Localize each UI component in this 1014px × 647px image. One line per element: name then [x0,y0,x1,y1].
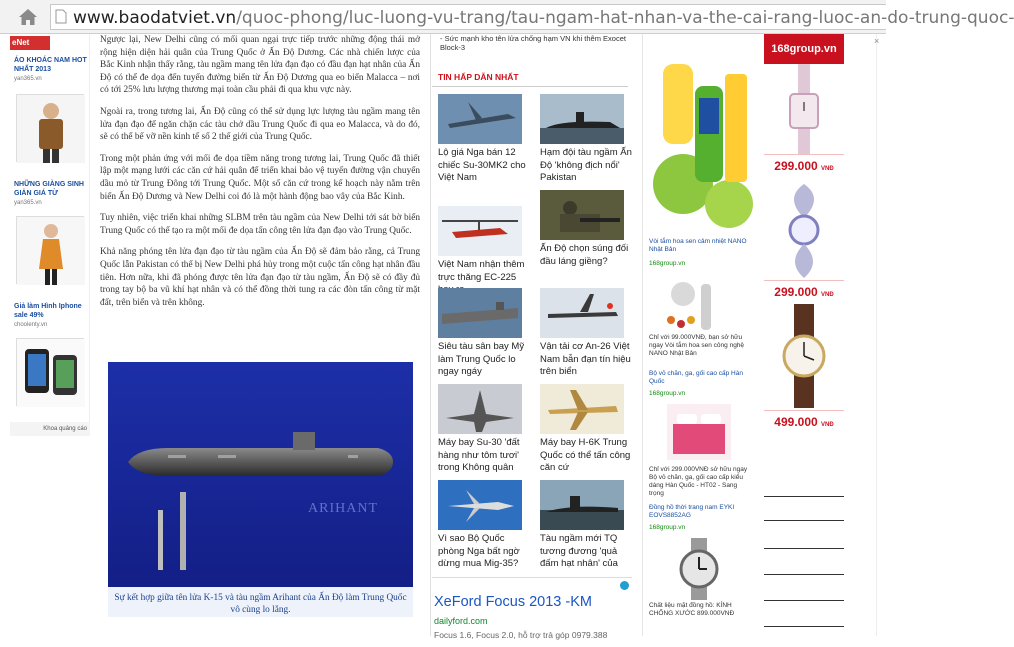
news-thumbnail[interactable] [540,94,624,144]
brand-logo[interactable]: 168group.vn [764,34,844,64]
news-thumbnail[interactable] [438,384,522,434]
adchoices-icon[interactable] [620,581,629,590]
price-tag [764,154,844,176]
drink-ad-banner[interactable] [643,34,755,236]
top-news-link[interactable]: - Sức mạnh kho tên lửa chống hạm VN khi thêm Exocet Block-3 [440,34,626,52]
watch-image[interactable] [673,538,725,600]
ad-description: Chỉ với 99.000VNĐ, bạn sở hữu ngay Vòi tắm hoa sen công nghệ NANO Nhật Bản [649,334,745,357]
article-paragraph: Khả năng phóng tên lửa đạn đạo từ tàu ngầm của Ấn Độ sẽ đảm bảo rằng, cả Trung Quốc lẫn Pakistan có thể bị New Delhi phá hủy trong một cuộc tấn công hạt nhân đầu tiên. Hơn nữa, khi đã phóng được tên lửa đạn đạo từ tàu ngầm, Ấn Độ sẽ có đầy đủ trong tay bộ ba vũ khí hạt nhân và có thể đồng thời tung ra các đòn tấn công từ mặt đất, trên biển và trên không. [100,247,420,308]
news-thumbnail[interactable] [438,480,522,530]
news-thumbnail[interactable] [540,480,624,530]
article-figure [108,362,413,617]
news-thumbnail[interactable] [438,206,522,256]
watch-image[interactable] [764,304,844,408]
watch-ad-column [764,34,844,636]
divider-line [764,496,844,497]
article-paragraph: Ngược lại, New Delhi cũng có mối quan ngại trực tiếp trước những động thái mở rộng hiện diện hải quân của Trung Quốc ở Ấn Độ Dương. Các nhà chiến lược của Bắc Kinh nhận thấy rằng, tàu ngầm mang tên lửa đạn đạo có đầu đạn hạt nhân của Ấn Độ có thể đe dọa đến tuyến đường biển từ Ấn Độ Dương qua eo biển Malacca – nơi có tới 25% lưu lượng thương mại toàn cầu phải đi qua khu vực này. [100,35,420,96]
submarine-illustration[interactable] [108,362,413,587]
watch-item[interactable] [764,178,844,290]
news-title[interactable]: Ấn Độ chọn súng đối đầu láng giềng? [540,243,629,267]
right-ad-column [642,34,754,636]
ad-domain: choolenty.vn [14,322,48,328]
divider-line [764,548,844,549]
ad-domain[interactable]: dailyford.com [434,616,488,626]
price-value: 499.000 [774,415,818,429]
price-value: 299.000 [774,285,818,299]
ad-domain[interactable]: 168group.vn [649,390,686,397]
ad-headline[interactable]: XeFord Focus 2013 -KM [434,594,592,610]
scrollbar[interactable] [876,34,886,636]
article-paragraph: Trong một phản ứng với mối đe dọa tiềm năng trong tương lai, Trung Quốc đã thiết lập một mạng lưới các căn cứ hải quân để triển khai bảo vệ tuyến đường vận chuyển dầu mỏ từ Trung Đông tới Trung Quốc. Một số căn cứ trong kế hoạch này nằm trên biển Ấn Độ Dương và New Delhi coi đó là một hành động bao vây của Bắc Kinh. [100,153,420,202]
bedding-image[interactable] [667,404,731,460]
page-icon [55,9,67,24]
price-currency: VNĐ [821,292,834,298]
article-body [100,34,420,636]
figure-caption: Sự kết hợp giữa tên lửa K-15 và tàu ngầm Arihant của Ấn Độ làm Trung Quốc vô cùng lo lắng. [114,593,407,615]
article-paragraph: Ngoài ra, trong tương lai, Ấn Độ cũng có thể sử dụng lực lượng tàu ngầm mang tên lửa đạn đạo để ngăn chặn các tàu chở dầu Trung Quốc đi qua eo Malacca, và do đó, sẽ có thể bế vỡ nền kinh tế số 2 thế giới của Trung Quốc. [100,106,420,143]
ad-title[interactable]: Đồng hồ thời trang nam EYKI EOVS8852AG [649,504,735,519]
ad-domain[interactable]: 168group.vn [649,524,686,531]
sidebar-ad[interactable] [432,577,632,647]
watch-image[interactable] [764,64,844,156]
ad-domain[interactable]: 168group.vn [649,260,686,267]
news-title[interactable]: Lộ giá Nga bán 12 chiếc Su-30MK2 cho Việt Nam [438,147,526,183]
figure-label: ARIHANT [308,501,378,516]
news-thumbnail[interactable] [438,288,522,338]
close-icon[interactable]: × [874,36,880,46]
url-host: www.baodatviet.vn [73,8,237,28]
ad-title[interactable]: NHỮNG GIÀNG SINH GIẢN GIÁ TỪ [14,181,84,197]
news-title[interactable]: Máy bay Su-30 'đất hàng như tôm tươi' trong Không quân [438,437,520,473]
divider-line [764,520,844,521]
price-value: 299.000 [774,159,818,173]
news-thumbnail[interactable] [438,94,522,144]
browser-toolbar [0,0,1014,34]
url-path: /quoc-phong/luc-luong-vu-trang/tau-ngam-hat-nhan-va-the-cai-rang-luoc-an-do-trung-quoc- [236,8,1014,28]
divider-line [764,574,844,575]
news-sidebar [432,34,632,640]
ad-title[interactable]: Giả làm Hình Iphone sale 49% [14,303,82,319]
ad-image-dress[interactable] [16,216,84,284]
watch-item[interactable] [764,304,844,416]
url-text [73,7,1014,29]
news-thumbnail[interactable] [540,384,624,434]
ad-title[interactable]: Bộ vỏ chăn, ga, gối cao cấp Hàn Quốc [649,370,743,385]
price-tag [764,410,844,432]
ad-description: Focus 1.6, Focus 2.0, hỗ trợ trả góp 0979.388 [434,630,608,640]
ad-image-jacket[interactable] [16,94,84,162]
news-title[interactable]: Vì sao Bộ Quốc phòng Nga bất ngờ dừng mua Mig-35? [438,533,520,569]
column-divider [430,34,431,636]
price-currency: VNĐ [821,166,834,172]
ad-description: Chỉ với 299.000VNĐ sở hữu ngay Bộ vỏ chăn, ga, gối cao cấp kiểu dáng Hàn Quốc - HT02 - Sang trọng [649,466,748,497]
news-title[interactable]: Vận tải cơ An-26 Việt Nam bẫn đạn tín hiệu trên biển [540,341,631,377]
ad-title[interactable]: Vòi tắm hoa sen cảm nhiệt NANO Nhật Bản [649,238,747,253]
news-thumbnail[interactable] [540,190,624,240]
price-currency: VNĐ [821,422,834,428]
home-icon[interactable] [18,8,38,26]
news-title[interactable]: Tàu ngầm mới TQ tương đương 'quả đấm hạt nhân' của [540,533,618,569]
ad-domain: yan365.vn [14,200,42,206]
section-title: TIN HẤP DẪN NHẤT [438,72,519,82]
ad-domain: yan365.vn [14,76,42,82]
left-ad-column [10,34,90,436]
watch-image[interactable] [764,178,844,282]
news-title[interactable]: Siêu tàu sân bay Mỹ làm Trung Quốc lo ngay ngáy [438,341,525,377]
ad-image-phones[interactable] [16,338,84,406]
address-bar[interactable] [50,4,1014,30]
news-thumbnail[interactable] [540,288,624,338]
ad-description: Chất liệu mặt đồng hồ: KÍNH CHỐNG XƯỚC 899.000VNĐ [649,602,735,617]
news-title[interactable]: Hạm đội tàu ngầm Ấn Độ 'không địch nổi' Pakistan [540,147,632,183]
article-paragraph: Tuy nhiên, việc triển khai những SLBM trên tàu ngầm của New Delhi tới sát bờ biển Trung Quốc có thể tạo ra một mối đe dọa tấn công tên lửa đạn đạo vào Trung Quốc. [100,213,420,236]
divider-line [764,600,844,601]
news-title[interactable]: Máy bay H-6K Trung Quốc có thể tấn công căn cứ [540,437,631,473]
ad-logo[interactable]: eNet [10,36,50,50]
divider-line [764,626,844,627]
showerhead-image[interactable] [661,274,741,334]
section-divider [432,86,628,87]
news-title[interactable]: Việt Nam nhận thêm trực thăng EC-225 [438,259,525,283]
price-tag [764,280,844,302]
ad-title[interactable]: ÁO KHOÁC NAM HOT NHẤT 2013 [14,57,87,73]
ad-footer[interactable]: Khoa quảng cáo [10,422,90,436]
